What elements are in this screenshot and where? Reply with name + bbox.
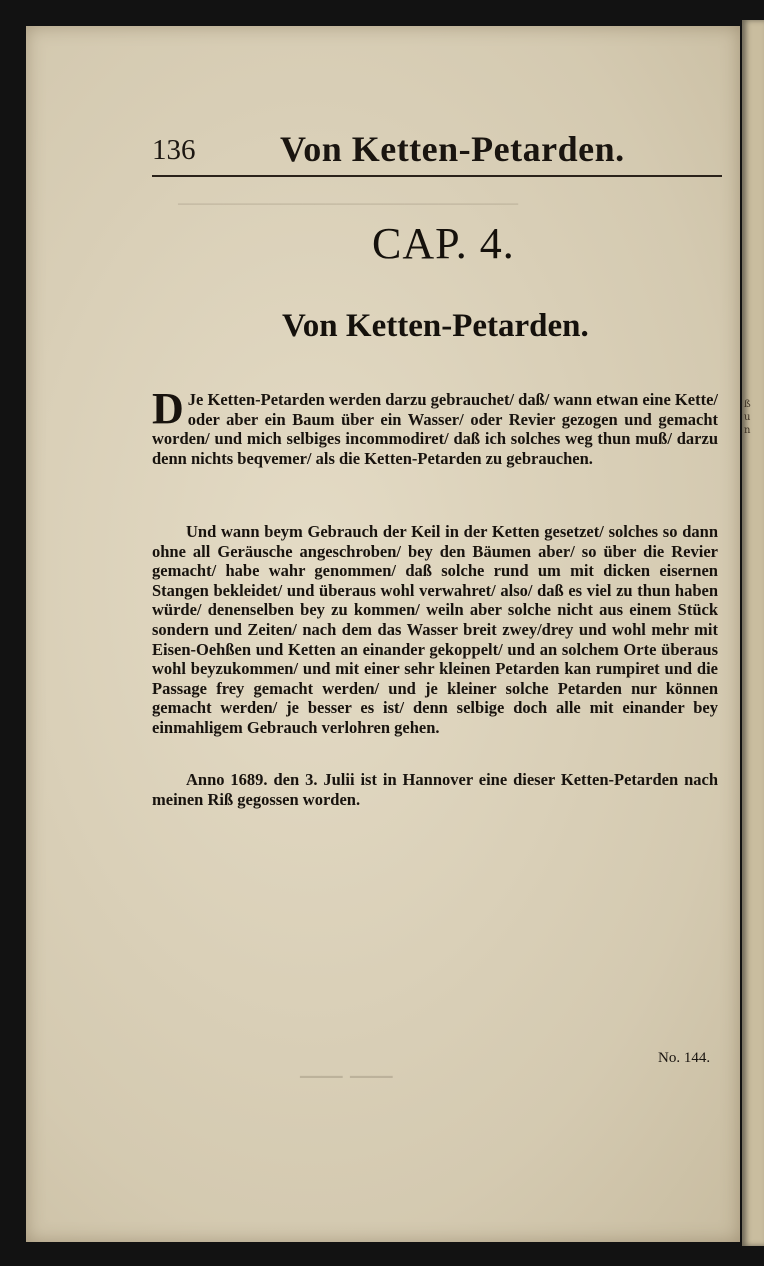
show-through-text: ──────────────────────────────	[178, 196, 519, 213]
running-head: Von Ketten-Petarden.	[280, 129, 625, 169]
paragraph-1	[152, 384, 718, 468]
catchword: No. 144.	[658, 1050, 711, 1066]
page-header	[152, 128, 722, 176]
show-through-text-lower: ── ──	[300, 1060, 393, 1093]
paragraph-3: Anno 1689. den 3. Julii ist in Hannover eine dieser Ketten-Petarden nach meinen Riß gegossen worden.	[152, 770, 718, 809]
chapter-title: CAP. 4.	[372, 219, 515, 268]
page-number: 136	[152, 134, 196, 166]
paragraph-1-text: Je Ketten-Petarden werden darzu gebrauchet/ daß/ wann etwan eine Kette/ oder aber ein Baum über ein Wasser/ oder Revier gezogen und gemacht worden/ und mich selbiges incommodiret/ daß ich solches weg thun muß/ darzu denn nichts beqvemer/ als die Ketten-Petarden zu gebrauchen.	[152, 390, 718, 468]
header-rule	[152, 175, 722, 177]
drop-cap: D	[152, 384, 184, 433]
section-title: Von Ketten-Petarden.	[282, 308, 589, 344]
adjacent-page-edge	[742, 20, 764, 1246]
paragraph-2: Und wann beym Gebrauch der Keil in der Ketten gesetzet/ solches so dann ohne all Geräusche angeschroben/ bey den Bäumen aber/ so über die Revier gemacht/ habe wahr genommen/ daß solche rund um mit dicken eisernen Stangen bekleidet/ und überaus wohl verwahret/ also/ daß es viel zu thun haben würde/ denenselben bey zu kommen/ weiln aber solche nicht aus einem Stück sondern und Zeiten/ nach dem das Wasser breit zwey/drey und wohl mehr mit Eisen-Oehßen und Ketten an einander gekoppelt/ und an solchem Orte überaus wohl beyzukommen/ und mit einer sehr kleinen Petarden kan rumpiret und die Passage frey gemacht werden/ und je kleiner solche Petarden nur können gemacht werden/ je besser es ist/ denn selbige doch alle mit einander bey einmahligem Gebrauch verlohren gehen.	[152, 522, 718, 737]
adjacent-page-bleed-marks: ß u n	[744, 399, 751, 436]
